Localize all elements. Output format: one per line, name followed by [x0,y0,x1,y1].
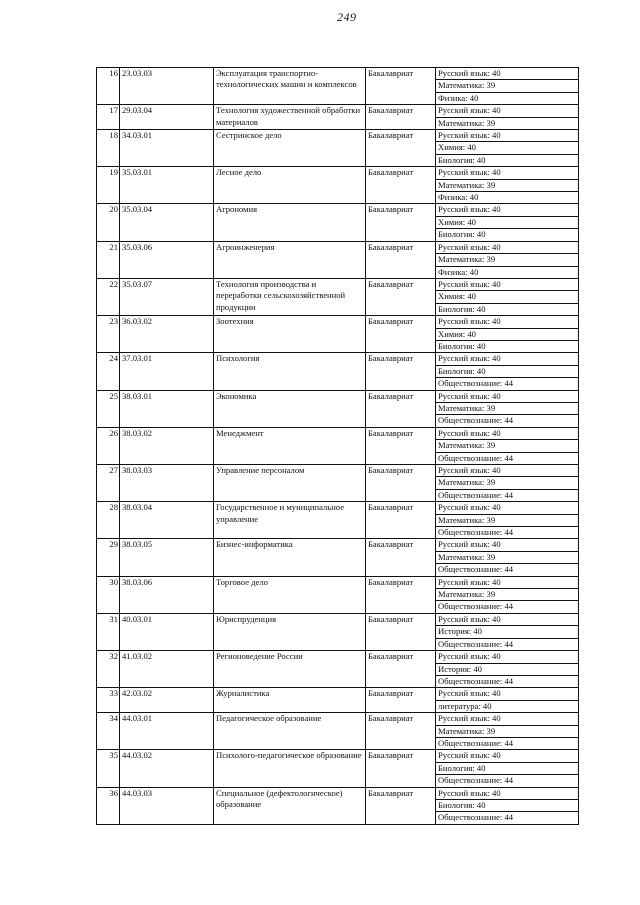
program-code: 23.03.03 [120,68,214,105]
program-name: Технология художественной обработки материалов [214,105,366,130]
program-code: 41.03.02 [120,651,214,688]
exam-subject: История: 40 [436,626,579,638]
row-number: 32 [97,651,120,688]
exam-subject: Математика: 39 [436,179,579,191]
education-level: Бакалавриат [366,167,436,204]
exam-subject: Биология: 40 [436,799,579,811]
education-level: Бакалавриат [366,204,436,241]
row-number: 23 [97,316,120,353]
exam-subject: Обществознание: 44 [436,564,579,576]
row-number: 33 [97,688,120,713]
program-name: Менеджмент [214,427,366,464]
exam-subject: Обществознание: 44 [436,737,579,749]
program-code: 35.03.04 [120,204,214,241]
table-row [97,576,579,588]
education-level: Бакалавриат [366,241,436,278]
education-level: Бакалавриат [366,651,436,688]
row-number: 34 [97,713,120,750]
table-row [97,316,579,328]
exam-subject: Русский язык: 40 [436,688,579,700]
table-row [97,68,579,80]
exam-subject: Русский язык: 40 [436,427,579,439]
exam-subject: Обществознание: 44 [436,812,579,824]
program-name: Эксплуатация транспортно-технологических машин и комплексов [214,68,366,105]
table-row [97,787,579,799]
education-level: Бакалавриат [366,688,436,713]
exam-subject: Русский язык: 40 [436,316,579,328]
programs-table-body [97,68,579,825]
exam-subject: Русский язык: 40 [436,241,579,253]
row-number: 36 [97,787,120,824]
program-name: Торговое дело [214,576,366,613]
program-name: Бизнес-информатика [214,539,366,576]
row-number: 27 [97,465,120,502]
program-code: 38.03.04 [120,502,214,539]
exam-subject: Физика: 40 [436,192,579,204]
program-code: 38.03.05 [120,539,214,576]
row-number: 18 [97,130,120,167]
exam-subject: Русский язык: 40 [436,787,579,799]
program-code: 38.03.01 [120,390,214,427]
exam-subject: Русский язык: 40 [436,68,579,80]
program-code: 34.03.01 [120,130,214,167]
exam-subject: Биология: 40 [436,303,579,315]
row-number: 29 [97,539,120,576]
education-level: Бакалавриат [366,427,436,464]
education-level: Бакалавриат [366,539,436,576]
table-row [97,465,579,477]
row-number: 30 [97,576,120,613]
row-number: 28 [97,502,120,539]
program-code: 35.03.01 [120,167,214,204]
program-code: 29.03.04 [120,105,214,130]
row-number: 35 [97,750,120,787]
program-name: Управление персоналом [214,465,366,502]
exam-subject: Обществознание: 44 [436,452,579,464]
row-number: 17 [97,105,120,130]
exam-subject: Биология: 40 [436,365,579,377]
exam-subject: Математика: 39 [436,80,579,92]
exam-subject: Математика: 39 [436,551,579,563]
program-code: 35.03.07 [120,278,214,315]
education-level: Бакалавриат [366,353,436,390]
row-number: 19 [97,167,120,204]
program-code: 36.03.02 [120,316,214,353]
exam-subject: литература: 40 [436,700,579,712]
program-name: Агрономия [214,204,366,241]
table-row [97,241,579,253]
exam-subject: Русский язык: 40 [436,105,579,117]
program-name: Регионоведение России [214,651,366,688]
program-name: Лесное дело [214,167,366,204]
row-number: 16 [97,68,120,105]
education-level: Бакалавриат [366,130,436,167]
table-row [97,204,579,216]
exam-subject: Русский язык: 40 [436,651,579,663]
program-name: Государственное и муниципальное управление [214,502,366,539]
education-level: Бакалавриат [366,750,436,787]
program-code: 38.03.06 [120,576,214,613]
program-name: Зоотехния [214,316,366,353]
program-name: Психолого-педагогическое образование [214,750,366,787]
exam-subject: Химия: 40 [436,328,579,340]
exam-subject: Математика: 39 [436,589,579,601]
education-level: Бакалавриат [366,613,436,650]
exam-subject: Русский язык: 40 [436,167,579,179]
exam-subject: Русский язык: 40 [436,576,579,588]
exam-subject: Обществознание: 44 [436,675,579,687]
table-row [97,167,579,179]
program-code: 38.03.03 [120,465,214,502]
exam-subject: Обществознание: 44 [436,415,579,427]
program-name: Журналистика [214,688,366,713]
row-number: 21 [97,241,120,278]
row-number: 22 [97,278,120,315]
table-row [97,353,579,365]
program-name: Юриспруденция [214,613,366,650]
exam-subject: Математика: 39 [436,477,579,489]
exam-subject: Математика: 39 [436,440,579,452]
education-level: Бакалавриат [366,105,436,130]
exam-subject: Математика: 39 [436,725,579,737]
program-name: Психология [214,353,366,390]
program-name: Сестринское дело [214,130,366,167]
program-name: Экономика [214,390,366,427]
exam-subject: Русский язык: 40 [436,613,579,625]
table-row [97,390,579,402]
exam-subject: Русский язык: 40 [436,502,579,514]
exam-subject: Биология: 40 [436,229,579,241]
exam-subject: Биология: 40 [436,154,579,166]
table-row [97,651,579,663]
education-level: Бакалавриат [366,576,436,613]
education-level: Бакалавриат [366,390,436,427]
exam-subject: Обществознание: 44 [436,378,579,390]
row-number: 26 [97,427,120,464]
exam-subject: Математика: 39 [436,254,579,266]
education-level: Бакалавриат [366,502,436,539]
exam-subject: Русский язык: 40 [436,465,579,477]
table-row [97,427,579,439]
page-number: 249 [337,10,357,24]
program-name: Технология производства и переработки сельскохозяйственной продукции [214,278,366,315]
program-code: 44.03.02 [120,750,214,787]
education-level: Бакалавриат [366,713,436,750]
exam-subject: Математика: 39 [436,514,579,526]
program-name: Педагогическое образование [214,713,366,750]
education-level: Бакалавриат [366,465,436,502]
table-row [97,105,579,117]
exam-subject: Обществознание: 44 [436,527,579,539]
table-row [97,713,579,725]
row-number: 24 [97,353,120,390]
exam-subject: Русский язык: 40 [436,713,579,725]
exam-subject: Русский язык: 40 [436,278,579,290]
exam-subject: Математика: 39 [436,402,579,414]
table-row [97,278,579,290]
exam-subject: Русский язык: 40 [436,390,579,402]
table-row [97,750,579,762]
exam-subject: Русский язык: 40 [436,539,579,551]
education-level: Бакалавриат [366,278,436,315]
exam-subject: Математика: 39 [436,117,579,129]
exam-subject: Русский язык: 40 [436,353,579,365]
exam-subject: Русский язык: 40 [436,130,579,142]
table-row [97,502,579,514]
exam-subject: Физика: 40 [436,266,579,278]
program-name: Специальное (дефектологическое) образование [214,787,366,824]
exam-subject: Русский язык: 40 [436,204,579,216]
exam-subject: Физика: 40 [436,92,579,104]
education-level: Бакалавриат [366,316,436,353]
exam-subject: История: 40 [436,663,579,675]
program-code: 35.03.06 [120,241,214,278]
table-row [97,130,579,142]
table-row [97,688,579,700]
program-name: Агроинженерия [214,241,366,278]
exam-subject: Обществознание: 44 [436,489,579,501]
program-code: 44.03.01 [120,713,214,750]
exam-subject: Химия: 40 [436,291,579,303]
row-number: 31 [97,613,120,650]
program-code: 44.03.03 [120,787,214,824]
exam-subject: Химия: 40 [436,142,579,154]
education-level: Бакалавриат [366,68,436,105]
row-number: 20 [97,204,120,241]
education-level: Бакалавриат [366,787,436,824]
exam-subject: Обществознание: 44 [436,775,579,787]
exam-subject: Биология: 40 [436,762,579,774]
exam-subject: Русский язык: 40 [436,750,579,762]
exam-subject: Обществознание: 44 [436,638,579,650]
exam-subject: Биология: 40 [436,340,579,352]
table-row [97,613,579,625]
program-code: 37.03.01 [120,353,214,390]
program-code: 42.03.02 [120,688,214,713]
program-code: 40.03.01 [120,613,214,650]
exam-subject: Химия: 40 [436,216,579,228]
exam-subject: Обществознание: 44 [436,601,579,613]
programs-table [96,67,579,825]
table-row [97,539,579,551]
row-number: 25 [97,390,120,427]
program-code: 38.03.02 [120,427,214,464]
